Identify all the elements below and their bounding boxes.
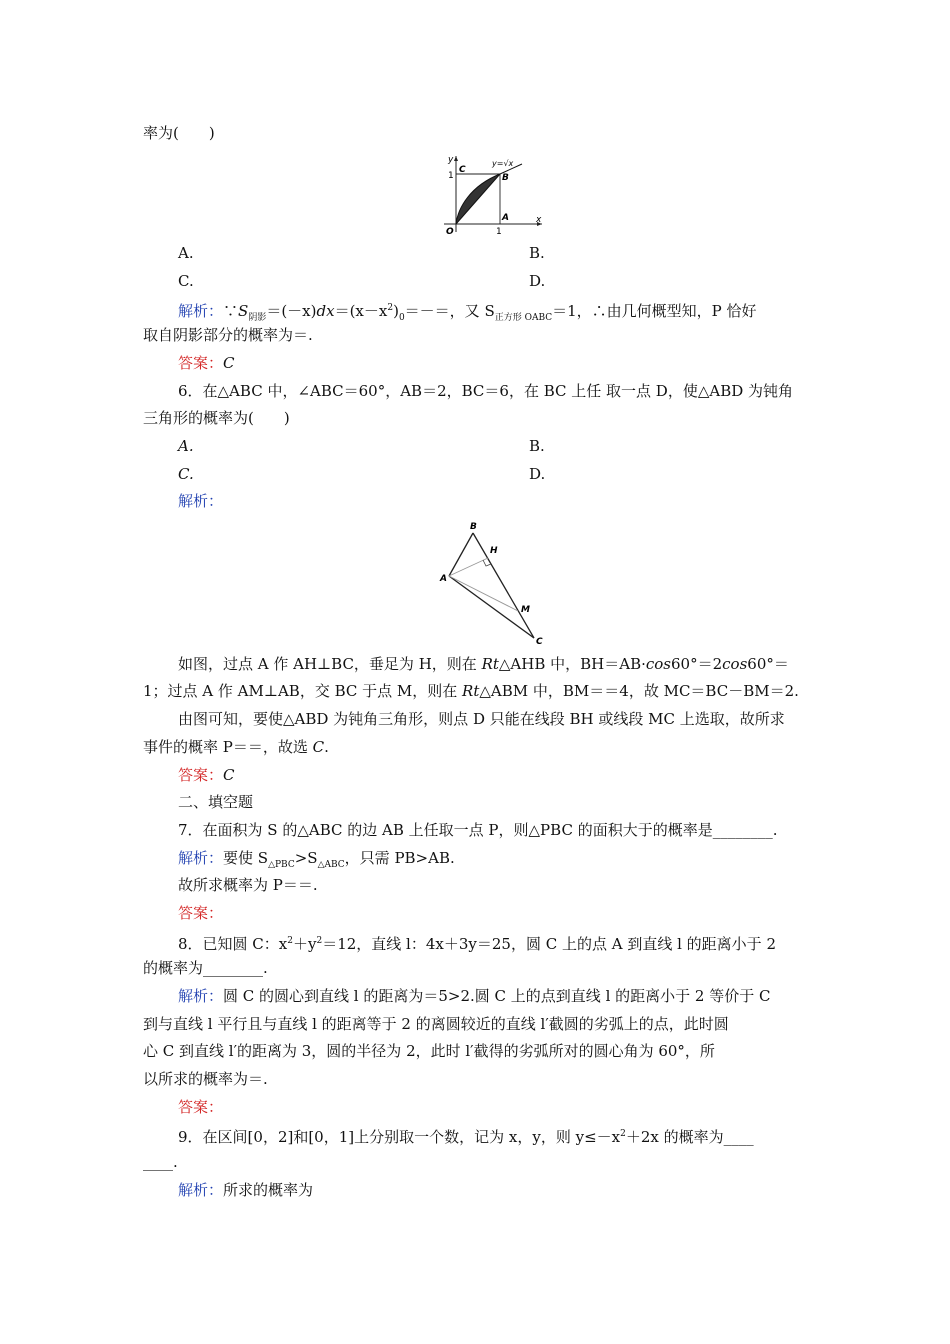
- label-m: M: [521, 605, 530, 615]
- text: Rt: [481, 655, 499, 673]
- text: 2: [287, 936, 293, 946]
- q5-figure: [436, 150, 546, 235]
- text: 要使 S: [223, 849, 269, 867]
- text: C: [312, 738, 325, 756]
- q8-stem-line1: [178, 931, 776, 954]
- text: 8．已知圆 C：x: [178, 935, 288, 953]
- q5-option-b: B.: [529, 244, 545, 262]
- analysis-label: 解析：: [178, 302, 224, 320]
- text: Rt: [462, 682, 480, 700]
- text: 圆 C 的圆心到直线 l 的距离为＝5>2.圆 C 上的点到直线 l 的距离小于 2 等价于 C: [223, 987, 771, 1005]
- q6-text-line2: [143, 681, 799, 701]
- text: 2: [620, 1129, 626, 1139]
- label-b: B: [470, 522, 477, 532]
- text: S: [238, 302, 249, 320]
- x-axis-label: x: [536, 215, 542, 225]
- answer-label: 答案：: [178, 354, 224, 372]
- q5-option-d: D.: [529, 272, 546, 290]
- q7-analysis: [178, 848, 455, 875]
- q5-option-c: C.: [178, 272, 194, 290]
- text: ＝1，∴由几何概型知，P 恰好: [552, 302, 757, 320]
- text: cos: [722, 655, 748, 673]
- text: 如图，过点 A 作 AH⊥BC，垂足为 H，则在: [178, 655, 482, 673]
- label-c: C: [536, 637, 543, 646]
- text: ): [393, 302, 399, 320]
- sqrt-curve: [456, 164, 522, 224]
- q9-stem-line2: ____.: [143, 1153, 178, 1171]
- text: 1；过点 A 作 AM⊥AB，交 BC 于点 M，则在: [143, 682, 463, 700]
- q8-analysis-line4: 以所求的概率为＝.: [143, 1070, 268, 1088]
- text: ＝12，直线 l：4x＋3y＝25，圆 C 上的点 A 到直线 l 的距离小于 2: [322, 935, 776, 953]
- q6-figure: [432, 516, 552, 646]
- curve-label: y=√x: [492, 159, 514, 168]
- q7-stem: 7．在面积为 S 的△ABC 的边 AB 上任取一点 P，则△PBC 的面积大于的概率是________.: [178, 821, 778, 839]
- text: 正方形 OABC: [494, 313, 553, 323]
- q6-analysis-label: 解析：: [178, 492, 224, 510]
- text: 0: [398, 313, 405, 323]
- q6-option-c: C.: [178, 465, 194, 483]
- text: .: [324, 738, 329, 756]
- q8-analysis-line1: [178, 986, 770, 1006]
- q7-analysis-line2: 故所求概率为 P＝＝.: [178, 876, 318, 894]
- text: dx: [316, 302, 335, 320]
- analysis-label: 解析：: [178, 1181, 224, 1199]
- text: △ABC: [317, 860, 345, 870]
- text: △PBC: [268, 860, 295, 870]
- q6-stem-line2: 三角形的概率为( ): [143, 409, 290, 427]
- q5-option-a: A.: [178, 244, 194, 262]
- q9-stem-line1: [178, 1124, 754, 1147]
- q6-answer: [178, 765, 235, 785]
- text: ，只需 PB>AB.: [344, 849, 455, 867]
- analysis-label: 解析：: [178, 987, 224, 1005]
- point-o-label: O: [446, 227, 454, 235]
- text: △AHB 中，BH＝AB·: [498, 655, 646, 673]
- text: 2: [316, 936, 323, 946]
- text: 60°＝: [747, 655, 789, 673]
- text: ∵: [223, 302, 239, 320]
- point-b-label: B: [502, 173, 509, 183]
- text: △ABM 中，BM＝＝4，故 MC＝BC－BM＝2.: [479, 682, 799, 700]
- q6-text-line1: [178, 654, 789, 674]
- q6-option-d: D.: [529, 465, 546, 483]
- point-a-label: A: [502, 213, 509, 223]
- text: 所求的概率为: [223, 1181, 314, 1199]
- q5-stem-tail: 率为( ): [143, 124, 215, 142]
- text: 阴影: [248, 313, 267, 323]
- text: 9．在区间[0，2]和[0，1]上分别取一个数，记为 x，y，则 y≤－x: [178, 1128, 621, 1146]
- text: >S: [294, 849, 318, 867]
- y-axis-label: y: [448, 155, 454, 165]
- q5-analysis-line2: 取自阴影部分的概率为＝.: [143, 326, 313, 344]
- label-h: H: [490, 546, 498, 556]
- q8-analysis-line3: 心 C 到直线 l′的距离为 3，圆的半径为 2，此时 l′截得的劣弧所对的圆心角为 60°，所: [143, 1042, 715, 1060]
- tick-1-y: 1: [448, 171, 454, 181]
- q8-stem-line2: 的概率为________.: [143, 959, 268, 977]
- q6-option-a: A.: [178, 437, 194, 455]
- label-a: A: [440, 574, 447, 584]
- q5-answer: [178, 353, 235, 373]
- text: 60°＝2: [671, 655, 723, 673]
- text: 事件的概率 P＝＝，故选: [143, 738, 313, 756]
- analysis-label: 解析：: [178, 849, 224, 867]
- q6-text-line3: 由图可知，要使△ABD 为钝角三角形，则点 D 只能在线段 BH 或线段 MC 上选取，故所求: [178, 710, 785, 728]
- tick-1-x: 1: [496, 227, 502, 235]
- section-title: 二、填空题: [178, 793, 254, 811]
- answer-value: C: [223, 766, 235, 784]
- text: ＝(x－x: [334, 302, 388, 320]
- text: ＝－＝，又 S: [404, 302, 495, 320]
- q6-stem-line1: 6．在△ABC 中，∠ABC＝60°，AB＝2，BC＝6，在 BC 上任 取一点 D，使△ABD 为钝角: [178, 382, 794, 400]
- q9-analysis: [178, 1180, 313, 1200]
- text: cos: [645, 655, 671, 673]
- answer-value: C: [223, 354, 235, 372]
- q6-option-b: B.: [529, 437, 545, 455]
- text: ＋y: [292, 935, 317, 953]
- q7-answer-label: 答案：: [178, 904, 224, 922]
- text: 2: [387, 303, 394, 313]
- q5-analysis-line1: [178, 298, 757, 328]
- answer-label: 答案：: [178, 766, 224, 784]
- point-c-label: C: [459, 165, 466, 175]
- q6-text-line4: [143, 737, 329, 757]
- text: ＋2x 的概率为____: [625, 1128, 754, 1146]
- q8-analysis-line2: 到与直线 l 平行且与直线 l 的距离等于 2 的离圆较近的直线 l′截圆的劣弧上的点，此时圆: [143, 1015, 729, 1033]
- q8-answer-label: 答案：: [178, 1098, 224, 1116]
- text: ＝(－x): [266, 302, 317, 320]
